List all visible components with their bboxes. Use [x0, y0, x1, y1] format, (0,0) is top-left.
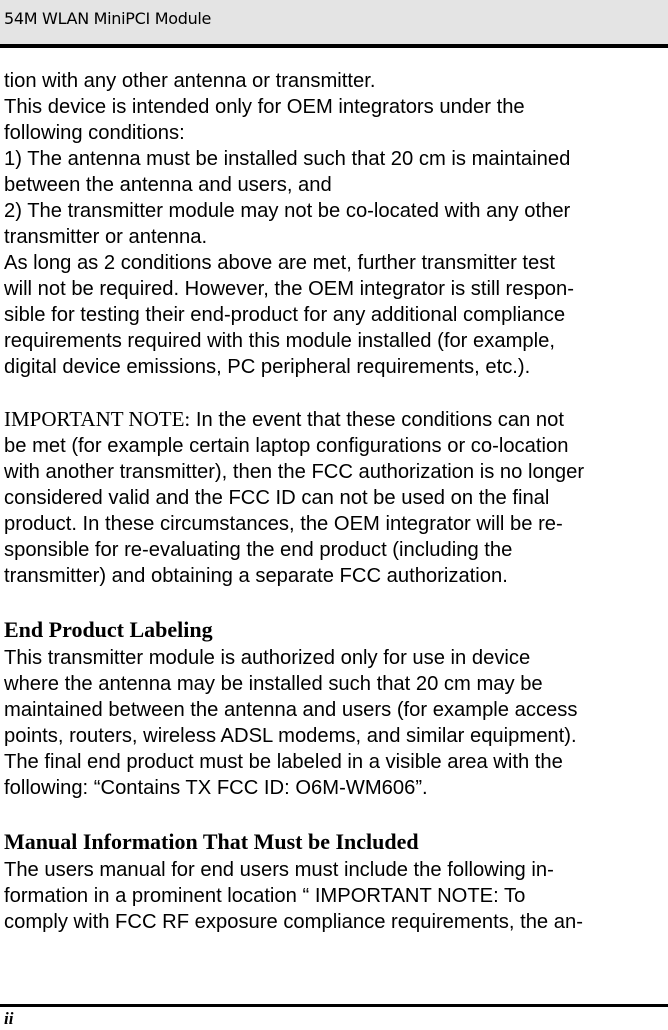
paragraph-gap — [4, 380, 666, 406]
text-line: transmitter or antenna. — [4, 226, 208, 248]
important-note-text: In the event that these conditions can not — [190, 409, 564, 431]
text-line: maintained between the antenna and users (for example access — [4, 699, 578, 721]
page-header — [0, 0, 668, 44]
text-line: As long as 2 conditions above are met, further transmitter test — [4, 252, 555, 274]
text-line: 2) The transmitter module may not be co-located with any other — [4, 200, 571, 222]
text-line: will not be required. However, the OEM integrator is still respon- — [4, 278, 574, 300]
text-line: with another transmitter), then the FCC authorization is no longer — [4, 461, 585, 483]
header-divider — [0, 44, 668, 48]
end-product-labeling-section — [4, 615, 666, 801]
text-line: The users manual for end users must include the following in- — [4, 859, 554, 881]
footer-divider — [0, 1004, 668, 1007]
text-line: be met (for example certain laptop configurations or co-location — [4, 435, 569, 457]
document-body — [4, 68, 666, 935]
intro-paragraph — [4, 68, 666, 380]
paragraph-gap — [4, 589, 666, 615]
text-line: digital device emissions, PC peripheral requirements, etc.). — [4, 356, 531, 378]
text-line: formation in a prominent location “ IMPORTANT NOTE: To — [4, 885, 526, 907]
important-note-paragraph — [4, 406, 666, 589]
text-line: transmitter) and obtaining a separate FCC authorization. — [4, 565, 508, 587]
text-line: between the antenna and users, and — [4, 174, 332, 196]
text-line: tion with any other antenna or transmitter. — [4, 70, 376, 92]
text-line: product. In these circumstances, the OEM integrator will be re- — [4, 513, 563, 535]
manual-information-section — [4, 827, 666, 935]
section-heading-end-product-labeling: End Product Labeling — [4, 617, 213, 642]
header-title: 54M WLAN MiniPCI Module — [4, 9, 212, 28]
important-note-label: IMPORTANT NOTE: — [4, 407, 191, 431]
text-line: following: “Contains TX FCC ID: O6M-WM606”. — [4, 777, 428, 799]
text-line: considered valid and the FCC ID can not be used on the final — [4, 487, 550, 509]
text-line: 1) The antenna must be installed such that 20 cm is maintained — [4, 148, 571, 170]
text-line: requirements required with this module installed (for example, — [4, 330, 555, 352]
text-line: sible for testing their end-product for any additional compliance — [4, 304, 566, 326]
paragraph-gap — [4, 801, 666, 827]
text-line — [4, 406, 666, 433]
text-line: where the antenna may be installed such that 20 cm may be — [4, 673, 543, 695]
text-line: comply with FCC RF exposure compliance requirements, the an- — [4, 911, 583, 933]
text-line: following conditions: — [4, 122, 185, 144]
text-line: sponsible for re-evaluating the end product (including the — [4, 539, 513, 561]
text-line: The final end product must be labeled in a visible area with the — [4, 751, 563, 773]
page-number: ii — [4, 1009, 14, 1028]
text-line: This transmitter module is authorized only for use in device — [4, 647, 531, 669]
section-heading-manual-information: Manual Information That Must be Included — [4, 829, 419, 854]
text-line: points, routers, wireless ADSL modems, and similar equipment). — [4, 725, 577, 747]
text-line: This device is intended only for OEM integrators under the — [4, 96, 525, 118]
